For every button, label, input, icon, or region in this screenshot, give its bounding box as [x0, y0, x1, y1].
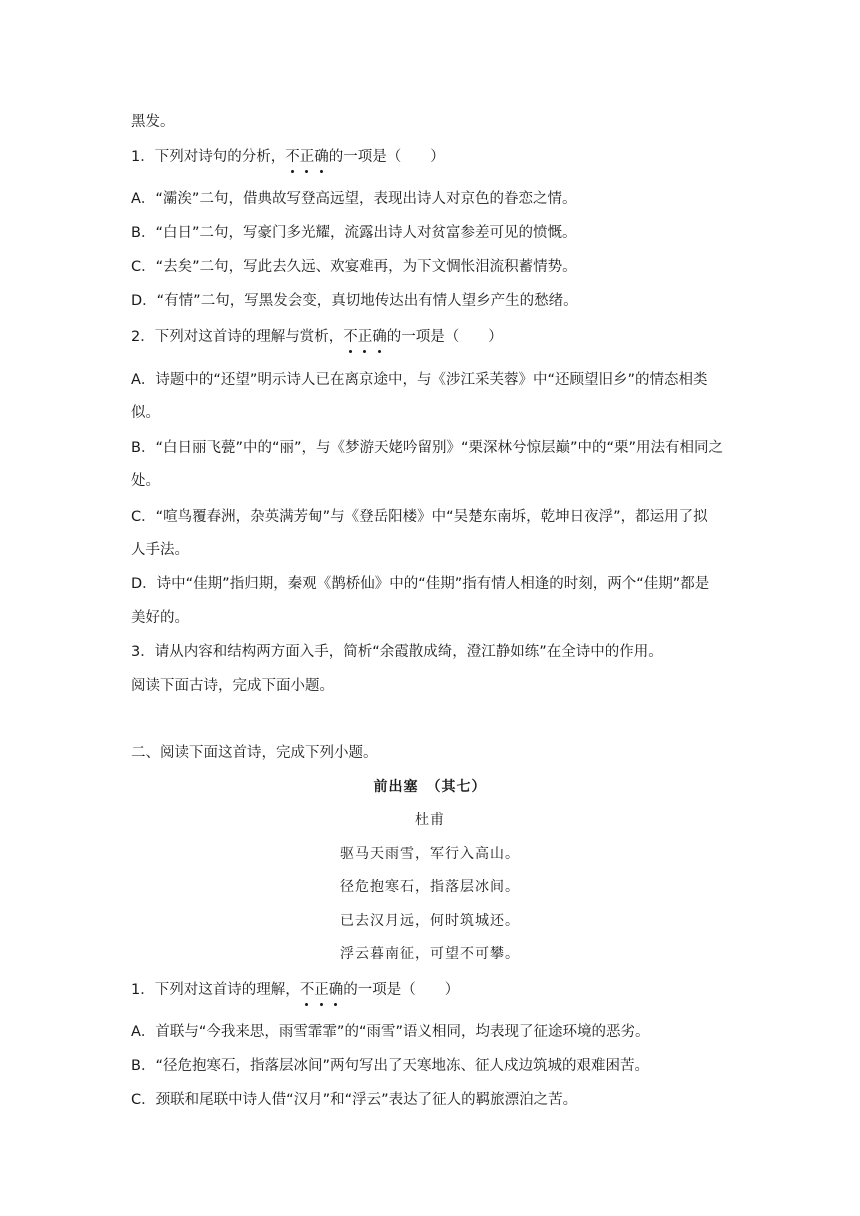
option-a: A．“灞涘”二句，借典故写登高远望，表现出诗人对京色的眷恋之情。	[131, 191, 577, 207]
section-heading: 二、阅读下面这首诗，完成下列小题。	[131, 745, 378, 761]
option-a: A．首联与“今我来思，雨雪霏霏”的“雨雪”语义相同，均表现了征途环境的恶劣。	[131, 1024, 650, 1040]
question-2	[131, 327, 503, 347]
option-c: C．“去矣”二句，写此去久远、欢宴难再，为下文惆怅泪流积蓄情势。	[131, 259, 577, 275]
option-a-cont: 似。	[131, 405, 160, 421]
option-d: D．诗中“佳期”指归期，秦观《鹊桥仙》中的“佳期”指有情人相逢的时刻，两个“佳期”都是	[131, 576, 710, 592]
question-stem: 2．下列对这首诗的理解与赏析，	[131, 329, 344, 345]
option-d-cont: 美好的。	[131, 610, 189, 626]
poem-title: 前出塞 （其七）	[373, 779, 487, 795]
question-3: 3．请从内容和结构两方面入手，简析“余霞散成绮，澄江静如练”在全诗中的作用。	[131, 644, 663, 660]
emphasis-char: 正	[299, 149, 315, 165]
option-c-cont: 人手法。	[131, 542, 189, 558]
question-stem-end: 的一项是（ ）	[386, 329, 503, 345]
instruction: 阅读下面古诗，完成下面小题。	[131, 678, 334, 694]
emphasis-char: 不	[343, 329, 358, 345]
poem-line: 驱马天雨雪，军行入高山。	[340, 846, 520, 862]
poem-line: 径危抱寒石，指落层冰间。	[340, 879, 520, 895]
text-line: 黑发。	[131, 114, 175, 130]
poem-author: 杜甫	[415, 812, 445, 828]
emphasis-char: 确	[372, 329, 387, 345]
option-c: C．“喧鸟覆春洲，杂英满芳甸”与《登岳阳楼》中“吴楚东南坼，乾坤日夜浮”，都运用了拟	[131, 509, 708, 525]
question-1	[131, 147, 445, 167]
option-b: B．“径危抱寒石，指落层冰间”两句写出了天寒地冻、征人戍边筑城的艰难困苦。	[131, 1058, 649, 1074]
question-stem: 1．下列对这首诗的理解，	[131, 982, 300, 998]
emphasis-char: 不	[285, 149, 300, 165]
option-c: C．颈联和尾联中诗人借“汉月”和“浮云”表达了征人的羁旅漂泊之苦。	[131, 1092, 578, 1108]
emphasis-char: 正	[357, 329, 373, 345]
emphasis-char: 确	[314, 149, 329, 165]
emphasis-char: 确	[328, 982, 344, 998]
poem-line: 浮云暮南征，可望不可攀。	[340, 946, 520, 962]
emphasis-char: 正	[314, 982, 329, 998]
option-a: A．诗题中的“还望”明示诗人已在离京途中，与《涉江采芙蓉》中“还顾望旧乡”的情态相类	[131, 372, 708, 388]
question-stem-end: 的一项是（ ）	[328, 149, 445, 165]
question-stem: 1．下列对诗句的分析，	[131, 149, 286, 165]
poem-line: 已去汉月远，何时筑城还。	[340, 913, 520, 929]
question-stem-end: 的一项是（ ）	[343, 982, 460, 998]
option-d: D．“有情”二句，写黑发会变，真切地传达出有情人望乡产生的愁绪。	[131, 293, 578, 309]
option-b: B．“白日”二句，写豪门多光耀，流露出诗人对贫富参差可见的愤慨。	[131, 225, 577, 241]
emphasis-char: 不	[299, 982, 315, 998]
option-b: B．“白日丽飞甍”中的“丽”，与《梦游天姥吟留别》“栗深林兮惊层巅”中的“栗”用法有相同之	[131, 440, 724, 456]
poem-question-1	[131, 980, 459, 1000]
option-b-cont: 处。	[131, 473, 160, 489]
